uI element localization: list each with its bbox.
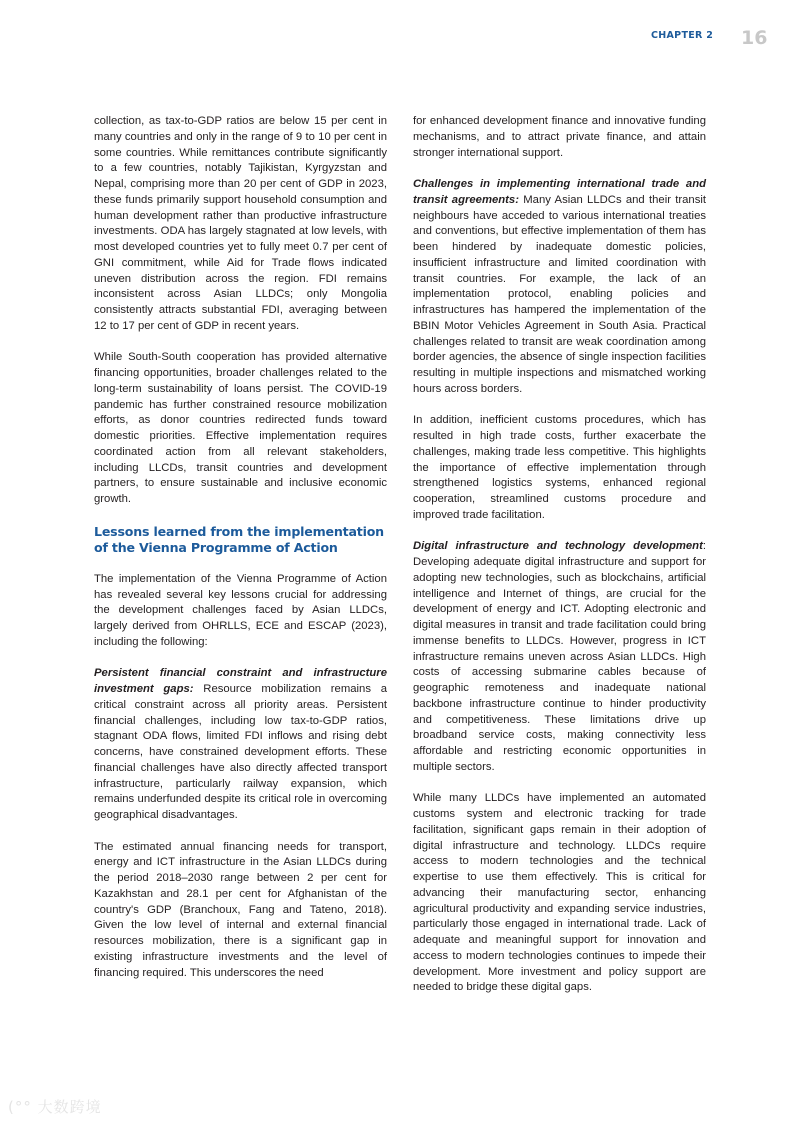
paragraph-trade-transit	[413, 177, 706, 398]
paragraph-financial-constraint	[94, 666, 387, 824]
paragraph-vienna-intro: The implementation of the Vienna Programme of Action has revealed several key lessons crucial for addressing the development challenges faced by Asian LLDCs, largely derived from OHRLLS, ECE and ESCAP (2023), including the following:	[94, 572, 387, 648]
lead-financial-constraint: Persistent financial constraint and infrastructure investment gaps:	[94, 667, 387, 696]
chapter-label: CHAPTER 2	[651, 30, 714, 41]
left-column	[94, 114, 387, 981]
paragraph-digital-gaps: While many LLDCs have implemented an automated customs system and electronic tracking for trade facilitation, significant gaps remain in their adoption of digital infrastructure and technology. LLDCs require access to modern technologies and the technical expertise to use them effectively. This is critical for advancing their manufacturing sector, enhancing agricultural productivity and expanding service industries, particularly those engaged in international trade. Lack of adequate and meaningful support for innovation and access to modern technologies continues to impede their development. More investment and policy support are needed to bridge these digital gaps.	[413, 792, 706, 994]
body-financial-constraint: Resource mobilization remains a critical constraint across all priority areas. Persistent financial challenges, including low tax-to-GDP ratios, stagnant ODA flows, limited FDI inflows and rising debt concerns, have constrained development efforts. These financial challenges have also directly affected transport infrastructure, particularly railway expansion, which remains underfunded despite its critical role in overcoming geographical disadvantages.	[94, 683, 387, 822]
right-column	[413, 114, 706, 996]
paragraph-customs: In addition, inefficient customs procedures, which has resulted in high trade costs, further exacerbate the challenges, making trade less competitive. This highlights the importance of effective implementation through strengthened logistics systems, enhanced regional cooperation, streamlined customs procedure and improved trade facilitation.	[413, 414, 706, 521]
paragraph-south-south: While South-South cooperation has provided alternative financing opportunities, broader challenges related to the long-term sustainability of loans persist. The COVID-19 pandemic has further constrained resource mobilization efforts, as donor countries redirected funds toward domestic priorities. Effective implementation requires coordinated action from all relevant stakeholders, including LLCDs, transit countries and development partners, to ensure sustainable and inclusive economic growth.	[94, 351, 387, 506]
lead-trade-transit: Challenges in implementing international trade and transit agreements:	[413, 178, 706, 206]
lead-digital-infrastructure: Digital infrastructure and technology development	[413, 540, 703, 553]
page-number: 16	[741, 27, 768, 49]
paragraph-tax-remittances: collection, as tax-to-GDP ratios are below 15 per cent in many countries and only in the range of 9 to 10 per cent in some countries. While remittances contribute significantly to a few countries, notably Tajikistan, Kyrgyzstan and Nepal, comprising more than 20 per cent of GDP in 2023, these funds primarily support household consumption and human development rather than productive infrastructure investments. ODA has largely stagnated at low levels, with most developed countries yet to fully meet 0.7 per cent of GNI commitment, while Aid for Trade flows indicated uneven distribution across the region. FDI remains inconsistent across Asian LLDCs; only Mongolia consistently attracts substantial FDI, averaging between 12 to 17 per cent of GDP in recent years.	[94, 115, 387, 332]
body-digital-infrastructure: : Developing adequate digital infrastructure and support for adopting new technologies, such as blockchains, artificial intelligence and Internet of things, are crucial for the development of energy and ICT. Adopting electronic and digital measures in transit and trade facilitation could bring immense benefits to LLDCs. However, progress in ICT infrastructure remains uneven across Asian LLDCs. High costs of accessing submarine cables because of geographic remoteness and inadequate national backbone infrastructure continue to hinder productivity and competitiveness. These limitations drive up broadband service costs, making connectivity less affordable and restricting economic opportunities in multiple sectors.	[413, 540, 706, 773]
watermark-logo: (°° 大数跨境	[8, 1098, 102, 1116]
body-trade-transit: Many Asian LLDCs and their transit neighbours have acceded to various international treaties and conventions, but effective implementation of them has been hindered by inadequate domestic policies, insufficient infrastructure and limited coordination with transit countries. For example, the lack of an implementation protocol, enabling policies and infrastructures has hampered the implementation of the BBIN Motor Vehicles Agreement in South Asia. Practical challenges related to transit are weak coordination among border agencies, the absence of single inspection facilities resulting in multiple inspections and mismatched working hours across borders.	[413, 193, 706, 395]
paragraph-digital-infrastructure	[413, 539, 706, 775]
paragraph-financing-needs: The estimated annual financing needs for transport, energy and ICT infrastructure in the Asian LLDCs during the period 2018–2030 range between 2 per cent for Kazakhstan and 28.1 per cent for Afghanistan of the country's GDP (Branchoux, Fang and Tateno, 2018). Given the low level of internal and external financial resources mobilization, there is a significant gap in existing infrastructure investments and the level of financing required. This underscores the need	[94, 840, 387, 979]
paragraph-enhanced-finance: for enhanced development finance and innovative funding mechanisms, and to attract private finance, and attain stronger international support.	[413, 115, 706, 159]
section-heading-lessons: Lessons learned from the implementation of the Vienna Programme of Action	[94, 523, 384, 555]
